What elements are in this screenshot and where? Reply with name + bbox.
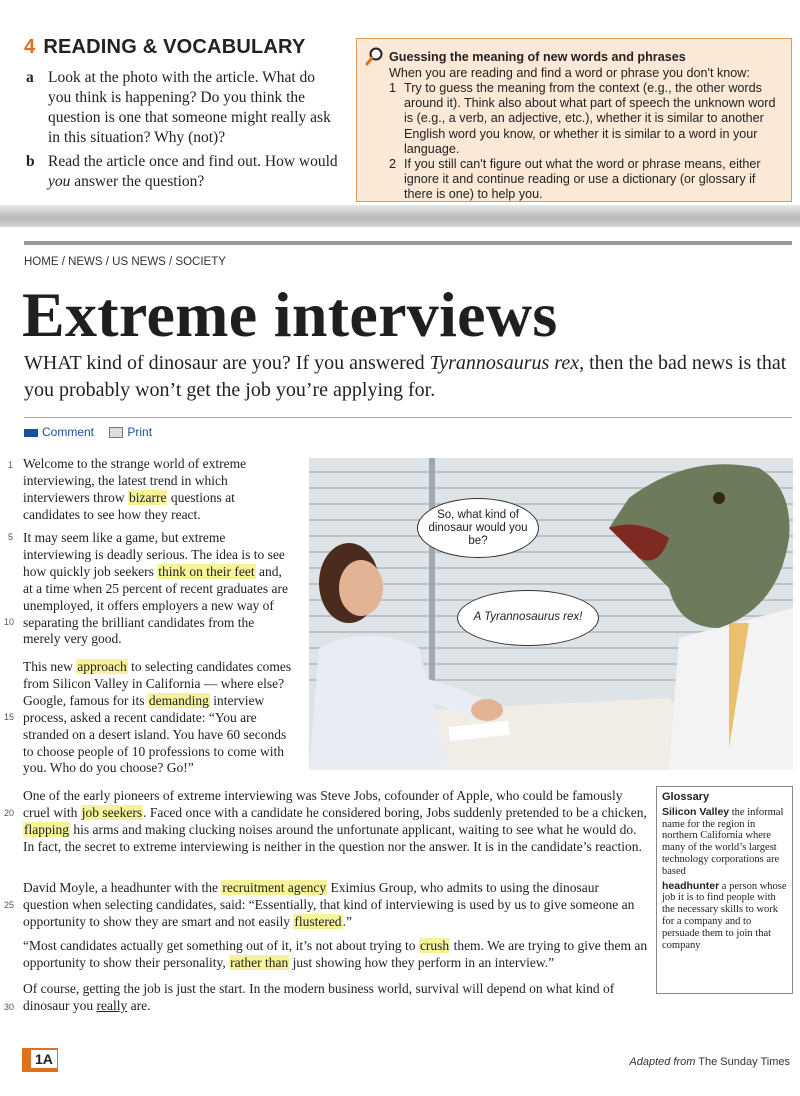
line-number: 25: [4, 900, 15, 910]
article-divider: [24, 417, 792, 418]
page-number: 1A: [31, 1050, 57, 1068]
glossary-definition: a person whose job it is to find people with the necessary skills to work for a company and to persuade them to join that company: [662, 880, 787, 951]
vocab-highlight: demanding: [148, 692, 209, 708]
text: .”: [342, 913, 352, 929]
glossary-term: headhunter: [662, 879, 720, 892]
comment-link[interactable]: Comment: [42, 425, 95, 439]
print-link[interactable]: Print: [127, 425, 153, 439]
print-icon[interactable]: [109, 427, 123, 438]
question-text: Read the article once and find out. How would: [48, 153, 338, 170]
tip-item-text: Try to guess the meaning from the context (e.g., the other words around it). Think also about what part of speech the unknown word is (e.g., a verb, an adjective, etc.), whether it is similar to another English word you know, or whether it is similar to a word in your language.: [404, 81, 776, 156]
text: It may seem like a game, but extreme interviewing is deadly serious. The idea is to see how quickly job seekers: [23, 530, 285, 579]
text: are.: [127, 997, 151, 1013]
article-title: Extreme interviews: [22, 279, 558, 350]
text: “Most candidates actually get something out of it, it’s not about trying to: [23, 938, 419, 953]
vocab-highlight: job seekers: [81, 804, 143, 820]
speech-bubble-candidate: A Tyrannosaurus rex!: [457, 590, 599, 646]
text: David Moyle, a headhunter with the: [23, 880, 222, 895]
tip-heading: Guessing the meaning of new words and phrases: [389, 50, 686, 64]
vocab-highlight: crush: [419, 938, 450, 953]
text: One of the early pioneers of extreme interviewing was Steve Jobs, cofounder of Apple, who could be famously cruel with: [23, 788, 623, 820]
tip-item-text: If you still can't figure out what the word or phrase means, either ignore it and continue reading or use a dictionary (or glossary if there is one) to help you.: [404, 157, 761, 202]
text: Eximius Group, who admits to using the dinosaur question when selecting candidates, said: “Essentially, that kind of interviewing is used by us to give someone an opportunity to show they are smart and not easily: [23, 880, 635, 929]
source-credit: [629, 1056, 790, 1068]
vocab-highlight: bizarre: [128, 489, 167, 505]
tip-item: [389, 81, 787, 157]
vocab-highlight: flustered: [294, 913, 342, 929]
paragraph-1: [23, 456, 293, 524]
tip-intro: When you are reading and find a word or phrase you don't know:: [389, 66, 750, 80]
vocab-highlight: approach: [77, 659, 127, 674]
tip-item: [389, 157, 787, 203]
glossary-heading: Glossary: [662, 791, 710, 803]
comment-icon[interactable]: [24, 429, 38, 437]
text: Of course, getting the job is just the start. In the modern business world, survival will depend on what kind of dinosaur you: [23, 981, 615, 1013]
tip-item-number: 2: [389, 157, 397, 172]
paragraph-2: [23, 530, 293, 648]
glossary-entry: [662, 881, 787, 952]
text: questions at candidates to see how they react.: [23, 489, 235, 522]
article-tools: [24, 425, 152, 439]
speech-bubble-interviewer: So, what kind of dinosaur would you be?: [417, 498, 539, 558]
section-divider-shadow: [0, 205, 800, 227]
text: them. We are trying to give them an opportunity to show their personality,: [23, 938, 648, 970]
line-number: 20: [4, 808, 15, 818]
source-name: The Sunday Times: [695, 1056, 790, 1068]
paragraph-6: [23, 938, 648, 972]
text: interview process, asked a recent candidate: “You are stranded on a desert island. You have 60 seconds to choose people of 10 professions to come with you. Who do you choose? Go!”: [23, 692, 287, 776]
lead-text: , then the bad news is that you probably won’t get the job you’re applying for.: [24, 352, 787, 401]
question-a: [26, 68, 338, 148]
line-number: 5: [8, 532, 14, 542]
tip-item-number: 1: [389, 81, 397, 95]
reading-tip-box: [356, 38, 792, 202]
source-prefix: Adapted from: [629, 1056, 696, 1068]
paragraph-5: [23, 880, 648, 931]
magnifier-icon: [365, 46, 385, 66]
underlined-word: really: [96, 997, 128, 1013]
lead-emphasis: Tyrannosaurus rex: [429, 352, 580, 374]
question-label: b: [26, 153, 35, 170]
question-text: Look at the photo with the article. What do you think is happening? Do you think the question is one that someone might really ask in this situation? Why (not)?: [48, 69, 331, 146]
text: and, at a time when 25 percent of recent graduates are unemployed, it offers employers a new way of separating the brilliant candidates from the merely very good.: [23, 563, 288, 647]
vocab-highlight: flapping: [24, 821, 69, 837]
lead-text: WHAT kind of dinosaur are you? If you answered: [24, 352, 430, 374]
vocab-highlight: rather than: [230, 954, 289, 970]
question-label: a: [26, 69, 34, 86]
paragraph-4: [23, 788, 648, 856]
text: This new: [23, 659, 77, 674]
text: his arms and making clucking noises around the unfortunate applicant, waiting to see what he would do. In fact, the secret to extreme interviewing is neither in the question nor the answer. It is in the candidate’s reaction.: [23, 821, 642, 854]
question-text: answer the question?: [70, 173, 205, 190]
glossary-term: Silicon Valley: [662, 805, 730, 818]
question-emphasis: you: [48, 173, 71, 190]
paragraph-7: [23, 981, 648, 1015]
question-b: [26, 152, 338, 192]
glossary-definition: the informal name for the region in northern California where many of the world’s largest technology corporations are based: [662, 806, 784, 877]
tip-list: [389, 81, 787, 203]
vocab-highlight: recruitment agency: [222, 880, 327, 895]
article-photo: [309, 458, 793, 770]
glossary-entry: [662, 807, 787, 878]
line-number: 30: [4, 1002, 15, 1012]
glossary-box: [656, 786, 793, 994]
line-number: 1: [8, 460, 14, 470]
section-title: READING & VOCABULARY: [43, 36, 306, 58]
paragraph-3: [23, 659, 293, 777]
text: Welcome to the strange world of extreme interviewing, the latest trend in which interviewers throw: [23, 456, 247, 505]
breadcrumb[interactable]: HOME / NEWS / US NEWS / SOCIETY: [24, 256, 226, 268]
text: just showing how they perform in an interview.”: [289, 954, 555, 970]
section-number: 4: [24, 36, 36, 58]
vocab-highlight: think on their feet: [158, 563, 255, 579]
article-lead: [24, 350, 794, 404]
text: . Faced once with a candidate he considered boring, Jobs suddenly pretended to be a chicken,: [143, 804, 647, 820]
article-top-rule: [24, 241, 792, 245]
line-number: 10: [4, 617, 15, 627]
section-heading: [24, 36, 305, 59]
line-number: 15: [4, 712, 15, 722]
text: to selecting candidates comes from Silicon Valley in California — where else? Google, famous for its: [23, 659, 292, 708]
